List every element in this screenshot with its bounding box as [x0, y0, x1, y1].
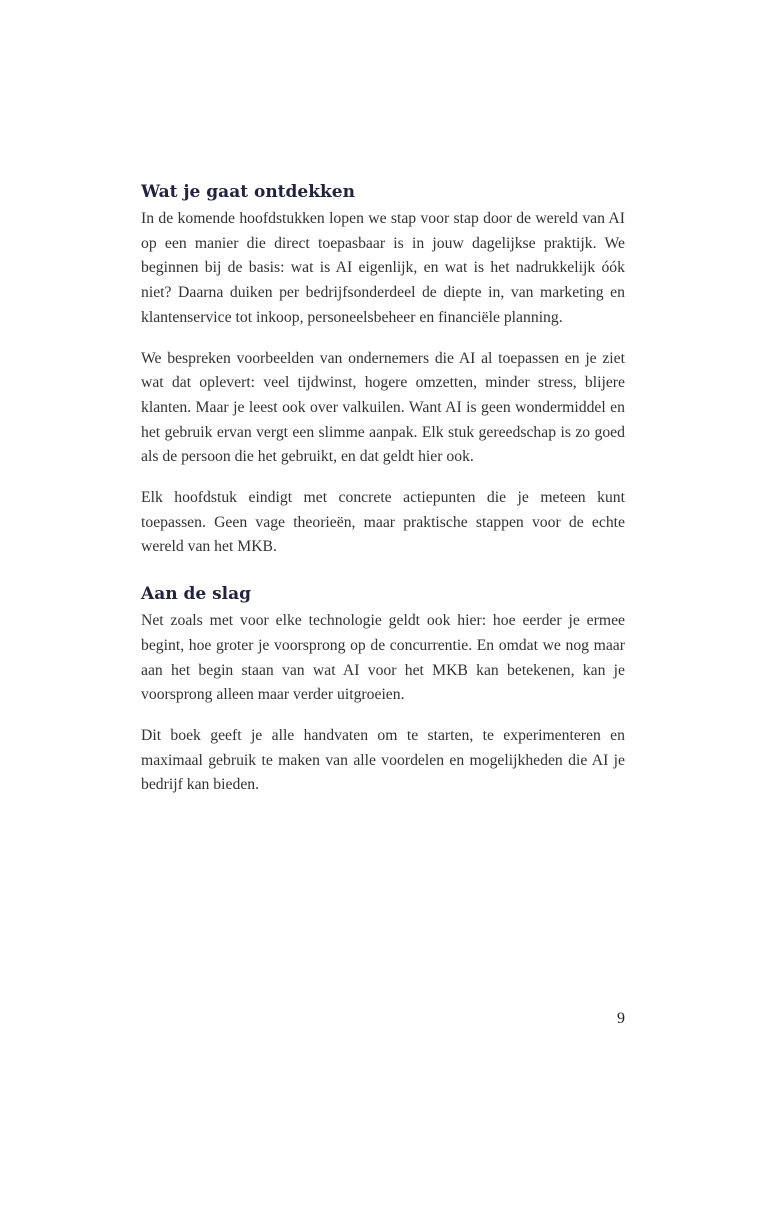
paragraph: We bespreken voorbeelden van ondernemers die AI al toepassen en je ziet wat dat oplevert: veel tijdwinst, hogere omzetten, minder stress, blijere klanten. Maar je leest ook over valkuilen. Want AI is geen wondermiddel en het gebruik ervan vergt een slimme aanpak. Elk stuk gereedschap is zo goed als de persoon die het gebruikt, en dat geldt hier ook. — [141, 349, 625, 466]
paragraph: In de komende hoofdstukken lopen we stap voor stap door de wereld van AI op een manier die direct toepasbaar is in jouw dagelijkse praktijk. We beginnen bij de basis: wat is AI eigenlijk, en wat is het nadrukkelijk óók niet? Daarna duiken per bedrijfsonderdeel de diepte in, van marketing en klantenservice tot inkoop, personeelsbeheer en financiële planning. — [141, 210, 625, 326]
paragraph: Dit boek geeft je alle handvaten om te starten, te experimenteren en maximaal gebruik te maken van alle voordelen en mogelijkheden die AI je bedrijf kan bieden. — [141, 726, 625, 794]
section-heading-wat-je-gaat-ontdekken: Wat je gaat ontdekken — [141, 182, 355, 202]
paragraph: Net zoals met voor elke technologie geldt ook hier: hoe eerder je ermee begint, hoe groter je voorsprong op de concurrentie. En omdat we nog maar aan het begin staan van wat AI voor het MKB kan betekenen, kan je voorsprong alleen maar verder uitgroeien. — [141, 612, 625, 704]
section-heading-aan-de-slag: Aan de slag — [141, 584, 252, 605]
page-number: 9 — [617, 1010, 625, 1027]
paragraph: Elk hoofdstuk eindigt met concrete actiepunten die je meteen kunt toepassen. Geen vage theorieën, maar praktische stappen voor de echte wereld van het MKB. — [141, 489, 625, 556]
page-content — [141, 178, 625, 814]
